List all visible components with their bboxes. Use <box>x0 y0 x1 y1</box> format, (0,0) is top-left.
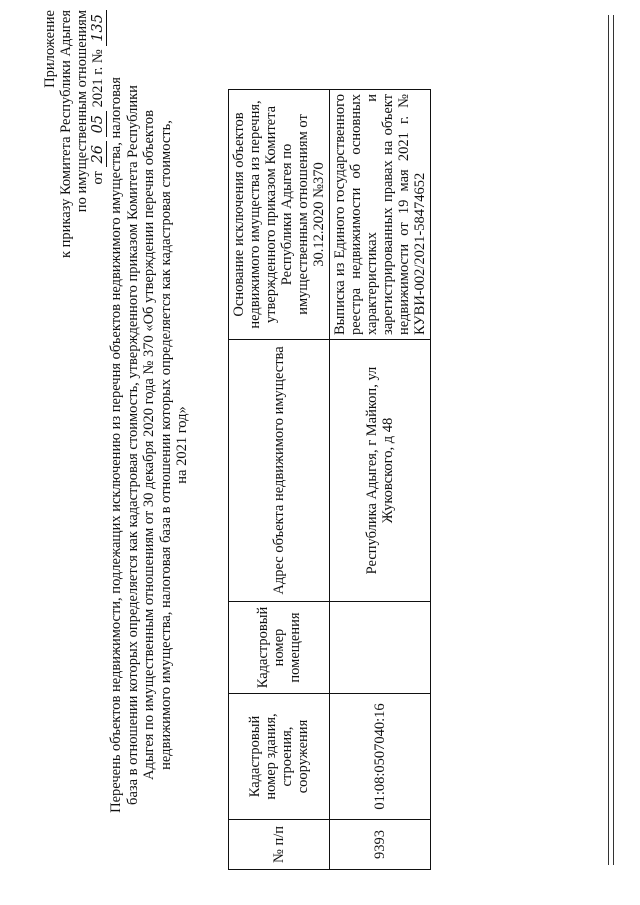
title-line: Перечень объектов недвижимости, подлежащих исключению из перечня объектов недвижимого имущества, налоговая <box>108 77 124 813</box>
exclusion-table <box>228 89 431 870</box>
header-reason: Основание исключения объектов недвижимого имущества из перечня, утвержденного приказом Комитета Республики Адыгея по имущественным отношениям от 30.12.2020 №370 <box>229 90 330 340</box>
handwritten-number: 135 <box>90 10 107 46</box>
year-text: 2021 г. № <box>90 49 106 108</box>
appendix-order-ref: к приказу Комитета Республики Адыгея <box>58 10 74 259</box>
table-row <box>330 90 431 870</box>
bottom-rule <box>613 15 614 865</box>
date-prefix: от <box>90 171 106 185</box>
appendix-date-line <box>90 10 107 258</box>
title-line: на 2021 год» <box>174 406 190 484</box>
appendix-department: по имущественным отношениям <box>74 10 90 213</box>
cell-room-cadastral <box>330 602 431 694</box>
title-line: база в отношении которых определяется как кадастровая стоимость, утвержденного приказом Комитета Республики <box>124 85 141 805</box>
handwritten-day: 26 <box>90 141 107 167</box>
cell-reason: Выписка из Единого государственного реестра недвижимости об основных характеристиках и зарегистрированных правах на объект недвижимости от 19 мая 2021 г. № КУВИ-002/2021-58474652 <box>330 90 431 340</box>
bottom-rule <box>608 15 609 865</box>
title-line: Адыгея по имущественным отношениям от 30 декабря 2020 года № 370 «Об утверждении перечня объектов <box>141 110 157 781</box>
cell-building-cadastral: 01:08:0507040:16 <box>330 694 431 820</box>
document-title <box>108 45 191 845</box>
table-header-row <box>229 90 330 870</box>
header-room-cadastral: Кадастровый номер помещения <box>229 602 330 694</box>
appendix-note <box>42 10 107 258</box>
header-building-cadastral: Кадастровый номер здания, строения, сооружения <box>229 694 330 820</box>
cell-num: 9393 <box>330 820 431 870</box>
cell-address: Республика Адыгея, г Майкоп, ул Жуковского, д 48 <box>330 340 431 602</box>
header-num: № п/п <box>229 820 330 870</box>
appendix-title: Приложение <box>42 10 58 88</box>
title-line: недвижимого имущества, налоговая база в отношении которых определяется как кадастровая стоимость, <box>157 120 174 770</box>
header-address: Адрес объекта недвижимого имущества <box>229 340 330 602</box>
handwritten-month: 05 <box>90 111 107 137</box>
